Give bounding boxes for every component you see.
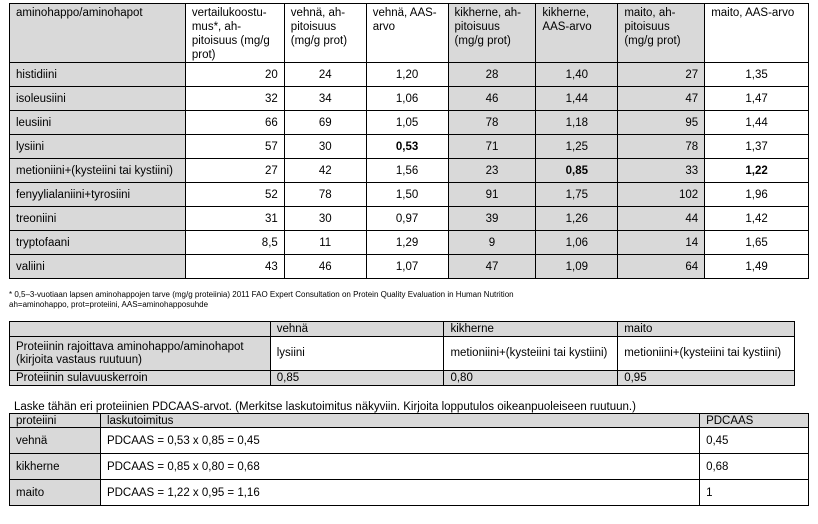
milk-aas: 1,42 [705, 207, 809, 231]
wheat-aas: 1,56 [366, 159, 448, 183]
table-row [10, 371, 795, 386]
chickpea-limiting-answer[interactable]: metioniini+(kysteiini tai kystiini) [444, 337, 618, 371]
chickpea-content: 46 [448, 87, 536, 111]
chickpea-aas: 1,40 [536, 63, 618, 87]
protein-name: vehnä [10, 428, 101, 454]
chickpea-content: 23 [448, 159, 536, 183]
wheat-content: 46 [284, 255, 366, 279]
header-reference: vertailukoostu-mus*, ah-pitoisuus (mg/g prot) [185, 4, 284, 63]
header-empty [10, 322, 271, 337]
wheat-aas: 1,20 [366, 63, 448, 87]
chickpea-content: 71 [448, 135, 536, 159]
table-row [10, 337, 795, 371]
milk-content: 102 [618, 183, 705, 207]
amino-acid-name: leusiini [10, 111, 186, 135]
reference-value: 57 [185, 135, 284, 159]
header-chickpea: kikherne [444, 322, 618, 337]
amino-acid-name: lysiini [10, 135, 186, 159]
header-amino-acid: aminohappo/aminohapot [10, 4, 186, 63]
protein-name: maito [10, 480, 101, 506]
header-wheat-content: vehnä, ah-pitoisuus (mg/g prot) [284, 4, 366, 63]
milk-content: 64 [618, 255, 705, 279]
table-row [10, 454, 809, 480]
header-milk: maito [618, 322, 795, 337]
table-row [10, 255, 809, 279]
reference-value: 52 [185, 183, 284, 207]
footnote-abbreviations: ah=aminohappo, prot=proteiini, AAS=aminohapposuhde [9, 300, 209, 309]
amino-acid-name: treoniini [10, 207, 186, 231]
wheat-content: 78 [284, 183, 366, 207]
header-wheat: vehnä [270, 322, 444, 337]
reference-value: 43 [185, 255, 284, 279]
wheat-aas: 1,06 [366, 87, 448, 111]
pdcaas-answer[interactable]: 1 [700, 480, 809, 506]
milk-aas: 1,96 [705, 183, 809, 207]
chickpea-aas: 1,44 [536, 87, 618, 111]
chickpea-aas: 1,09 [536, 255, 618, 279]
milk-aas: 1,49 [705, 255, 809, 279]
wheat-aas: 1,50 [366, 183, 448, 207]
chickpea-content: 47 [448, 255, 536, 279]
chickpea-aas: 1,25 [536, 135, 618, 159]
wheat-limiting-answer[interactable]: lysiini [270, 337, 444, 371]
milk-content: 78 [618, 135, 705, 159]
amino-acid-name: valiini [10, 255, 186, 279]
table-row [10, 428, 809, 454]
wheat-content: 34 [284, 87, 366, 111]
reference-value: 31 [185, 207, 284, 231]
header-protein: proteiini [10, 414, 101, 428]
chickpea-content: 9 [448, 231, 536, 255]
pdcaas-instructions: Laske tähän eri proteiinien PDCAAS-arvot. (Merkitse laskutoimitus näkyviin. Kirjoita lopputulos oikeanpuoleiseen ruutuun.) [14, 401, 636, 413]
pdcaas-answer[interactable]: 0,45 [700, 428, 809, 454]
limiting-amino-acid-label: Proteiinin rajoittava aminohappo/aminohapot (kirjoita vastaus ruutuun) [10, 337, 271, 371]
header-milk-content: maito, ah-pitoisuus (mg/g prot) [618, 4, 705, 63]
milk-aas: 1,47 [705, 87, 809, 111]
chickpea-digestibility: 0,80 [444, 371, 618, 386]
chickpea-content: 78 [448, 111, 536, 135]
wheat-content: 11 [284, 231, 366, 255]
header-chickpea-aas: kikherne, AAS-arvo [536, 4, 618, 63]
calculation-answer[interactable]: PDCAAS = 1,22 x 0,95 = 1,16 [100, 480, 699, 506]
amino-acid-name: tryptofaani [10, 231, 186, 255]
wheat-aas: 1,29 [366, 231, 448, 255]
header-pdcaas: PDCAAS [700, 414, 809, 428]
table-header-row [10, 414, 809, 428]
table-header-row [10, 4, 809, 63]
milk-aas: 1,22 [705, 159, 809, 183]
reference-value: 66 [185, 111, 284, 135]
header-calculation: laskutoimitus [100, 414, 699, 428]
header-milk-aas: maito, AAS-arvo [705, 4, 809, 63]
pdcaas-answer[interactable]: 0,68 [700, 454, 809, 480]
amino-acid-name: fenyylialaniini+tyrosiini [10, 183, 186, 207]
chickpea-aas: 0,85 [536, 159, 618, 183]
milk-content: 47 [618, 87, 705, 111]
header-wheat-aas: vehnä, AAS-arvo [366, 4, 448, 63]
chickpea-aas: 1,26 [536, 207, 618, 231]
milk-limiting-answer[interactable]: metioniini+(kysteiini tai kystiini) [618, 337, 795, 371]
reference-value: 20 [185, 63, 284, 87]
table-row [10, 480, 809, 506]
reference-value: 27 [185, 159, 284, 183]
wheat-aas: 1,05 [366, 111, 448, 135]
chickpea-aas: 1,06 [536, 231, 618, 255]
chickpea-content: 28 [448, 63, 536, 87]
milk-aas: 1,37 [705, 135, 809, 159]
table-row [10, 87, 809, 111]
limiting-amino-acid-table [9, 321, 795, 386]
table-row [10, 231, 809, 255]
wheat-content: 30 [284, 207, 366, 231]
table-row [10, 63, 809, 87]
milk-content: 27 [618, 63, 705, 87]
wheat-digestibility: 0,85 [270, 371, 444, 386]
wheat-aas: 1,07 [366, 255, 448, 279]
table-header-row [10, 322, 795, 337]
pdcaas-table [9, 413, 809, 506]
reference-value: 8,5 [185, 231, 284, 255]
reference-value: 32 [185, 87, 284, 111]
footnote-reference: * 0,5–3-vuotiaan lapsen aminohappojen tarve (mg/g proteiinia) 2011 FAO Expert Consultation on Protein Quality Evaluation in Human Nutrition [9, 290, 514, 299]
wheat-aas: 0,97 [366, 207, 448, 231]
amino-acid-name: histidiini [10, 63, 186, 87]
table-row [10, 135, 809, 159]
wheat-content: 24 [284, 63, 366, 87]
digestibility-label: Proteiinin sulavuuskerroin [10, 371, 271, 386]
table-row [10, 183, 809, 207]
table-row [10, 159, 809, 183]
table-row [10, 111, 809, 135]
chickpea-aas: 1,75 [536, 183, 618, 207]
chickpea-content: 39 [448, 207, 536, 231]
table-row [10, 207, 809, 231]
chickpea-aas: 1,18 [536, 111, 618, 135]
milk-content: 14 [618, 231, 705, 255]
wheat-aas: 0,53 [366, 135, 448, 159]
milk-content: 33 [618, 159, 705, 183]
milk-aas: 1,65 [705, 231, 809, 255]
amino-acid-name: metioniini+(kysteiini tai kystiini) [10, 159, 186, 183]
calculation-answer[interactable]: PDCAAS = 0,85 x 0,80 = 0,68 [100, 454, 699, 480]
header-chickpea-content: kikherne, ah-pitoisuus (mg/g prot) [448, 4, 536, 63]
milk-digestibility: 0,95 [618, 371, 795, 386]
amino-acid-table [9, 3, 809, 279]
milk-aas: 1,44 [705, 111, 809, 135]
milk-content: 44 [618, 207, 705, 231]
amino-acid-name: isoleusiini [10, 87, 186, 111]
wheat-content: 42 [284, 159, 366, 183]
milk-content: 95 [618, 111, 705, 135]
wheat-content: 30 [284, 135, 366, 159]
calculation-answer[interactable]: PDCAAS = 0,53 x 0,85 = 0,45 [100, 428, 699, 454]
chickpea-content: 91 [448, 183, 536, 207]
wheat-content: 69 [284, 111, 366, 135]
milk-aas: 1,35 [705, 63, 809, 87]
protein-name: kikherne [10, 454, 101, 480]
